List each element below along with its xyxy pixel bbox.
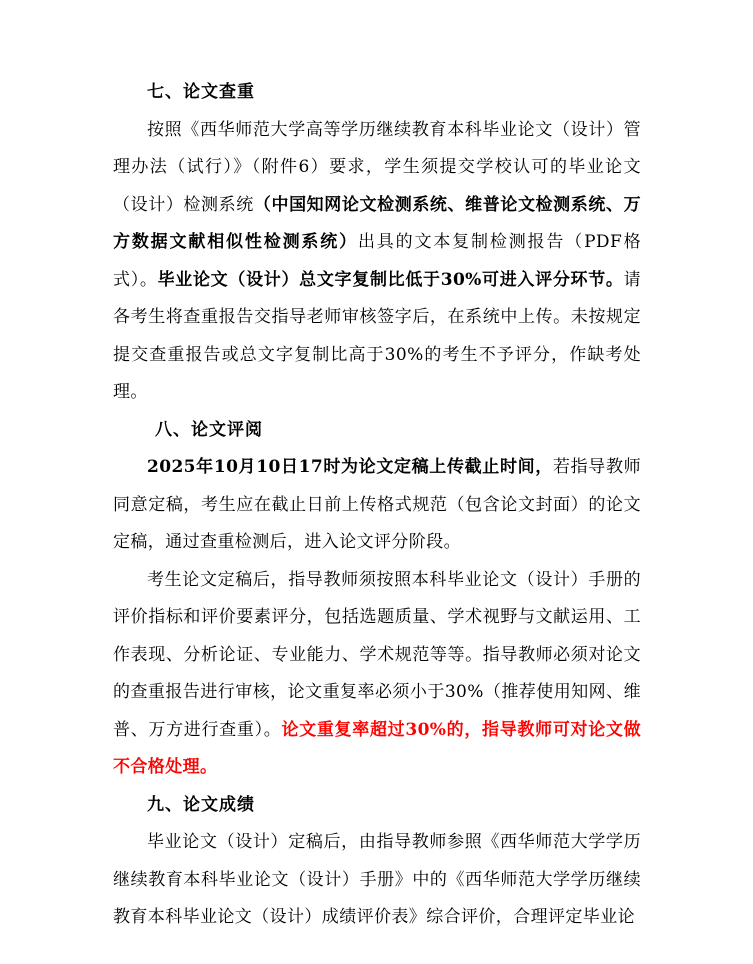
s8-p2-text-1: 考生论文定稿后，指导教师须按照本科毕业论文（设计）手册的评价指标和评价要素评分，包括选题质量、学术视野与文献运用、工作表现、分析论证、专业能力、学术规范等等。指导教师必须对论文的查重报告进行审核，论文重复率必须小于30%（推荐使用知网、维普、万方进行查重）。	[113, 569, 641, 740]
section-9-heading: 九、论文成绩	[147, 794, 255, 815]
s7-p1-threshold-rule: 毕业论文（设计）总文字复制比低于30%可进入评分环节。	[157, 269, 624, 290]
s7-p1-text-5: 请各考生将查重报告交指导老师审核签字后，在系统中上传。未按规定提交查重报告或总文字复制比高于30%的考生不予评分，作缺考处理。	[113, 269, 642, 402]
section-7-heading: 七、论文查重	[147, 82, 255, 102]
s7-p1-text-1: 按照《西华师范大学高等学历继续教育本科毕业论文（设计）管理办法（试行）》（附件6）要求，学生须提交学校认可的毕业论文（设计）检测系统	[113, 119, 641, 215]
section-8-heading: 八、论文评阅	[155, 419, 263, 440]
section-9-paragraph	[113, 824, 641, 937]
s7-p1-detection-systems: （中国知网论文检测系统、维普论文检测系统、万方数据文献相似性检测系统）	[113, 194, 641, 252]
s7-p1-text-3: 出具的文本复制检测报告（PDF格式）。	[113, 232, 641, 290]
s9-p1-text-1: 毕业论文（设计）定稿后，由指导教师参照《西华师范大学学历继续教育本科毕业论文（设计）手册》中的《西华师范大学学历继续教育本科毕业论文（设计）成绩评价表》综合评价，合理评定毕业论	[113, 832, 641, 927]
s8-p1-deadline: 2025年10月10日17时为论文定稿上传截止时间，	[147, 457, 553, 477]
section-8-paragraph-1	[113, 449, 641, 562]
document-page	[113, 74, 641, 937]
section-7-paragraph	[113, 112, 641, 412]
s8-p2-red-warning: 论文重复率超过30%的，指导教师可对论文做不合格处理。	[113, 719, 642, 777]
s8-p1-text-2: 若指导教师同意定稿，考生应在截止日前上传格式规范（包含论文封面）的论文定稿，通过查重检测后，进入论文评分阶段。	[113, 457, 642, 552]
section-8-paragraph-2	[113, 562, 641, 787]
